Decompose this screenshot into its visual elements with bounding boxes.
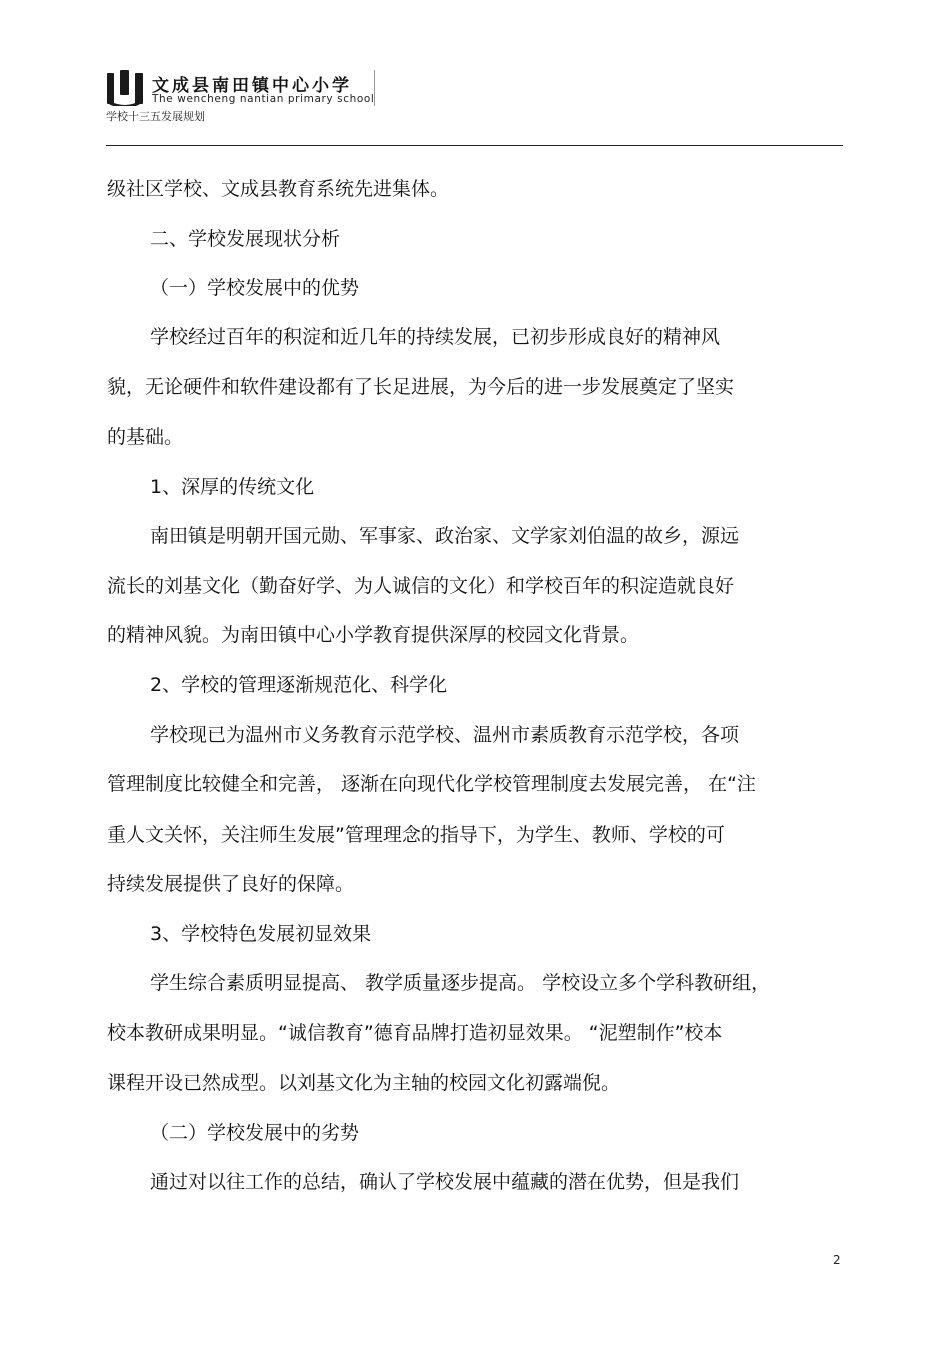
school-name-cn: 文成县南田镇中心小学 (152, 76, 352, 96)
page-header (106, 68, 846, 148)
text-line: 学校经过百年的积淀和近几年的持续发展，已初步形成良好的精神风 (150, 326, 721, 348)
text-line: 课程开设已然成型。以刘基文化为主轴的校园文化初露端倪。 (107, 1072, 621, 1094)
subsection-heading: （二）学校发展中的劣势 (150, 1122, 360, 1144)
header-rule (106, 145, 843, 146)
text-line: 管理制度比较健全和完善， 逐渐在向现代化学校管理制度去发展完善， 在“注 (107, 773, 756, 795)
subsection-heading: （一）学校发展中的优势 (150, 277, 360, 299)
text-line: 南田镇是明朝开国元勋、军事家、政治家、文学家刘伯温的故乡，源远 (150, 525, 740, 547)
text-line: 校本教研成果明显。“诚信教育”德育品牌打造初显效果。 “泥塑制作”校本 (107, 1022, 723, 1044)
item-heading: 2、学校的管理逐渐规范化、科学化 (150, 674, 448, 696)
school-logo-icon (106, 70, 144, 106)
item-heading: 1、深厚的传统文化 (150, 476, 315, 498)
item-heading: 3、学校特色发展初显效果 (150, 923, 372, 945)
document-subtitle: 学校十三五发展规划 (106, 110, 205, 123)
text-line: 学生综合素质明显提高、 教学质量逐步提高。 学校设立多个学科教研组， (150, 972, 771, 994)
text-line: 重人文关怀，关注师生发展”管理理念的指导下，为学生、教师、学校的可 (107, 824, 725, 846)
page-number: 2 (833, 1253, 841, 1267)
text-line: 级社区学校、文成县教育系统先进集体。 (107, 178, 450, 200)
text-line: 流长的刘基文化（勤奋好学、为人诚信的文化）和学校百年的积淀造就良好 (107, 575, 735, 597)
text-line: 貌，无论硬件和软件建设都有了长足进展，为今后的进一步发展奠定了坚实 (107, 376, 735, 398)
text-line: 的精神风貌。为南田镇中心小学教育提供深厚的校园文化背景。 (107, 624, 640, 646)
text-line: 的基础。 (107, 426, 184, 448)
school-name-en: The wencheng nantian primary school (152, 93, 375, 105)
text-line: 通过对以往工作的总结，确认了学校发展中蕴藏的潜在优势，但是我们 (150, 1171, 740, 1193)
section-heading: 二、学校发展现状分析 (150, 228, 341, 250)
text-line: 持续发展提供了良好的保障。 (107, 873, 355, 895)
text-line: 学校现已为温州市义务教育示范学校、温州市素质教育示范学校，各项 (150, 724, 740, 746)
logo-divider (374, 70, 375, 106)
